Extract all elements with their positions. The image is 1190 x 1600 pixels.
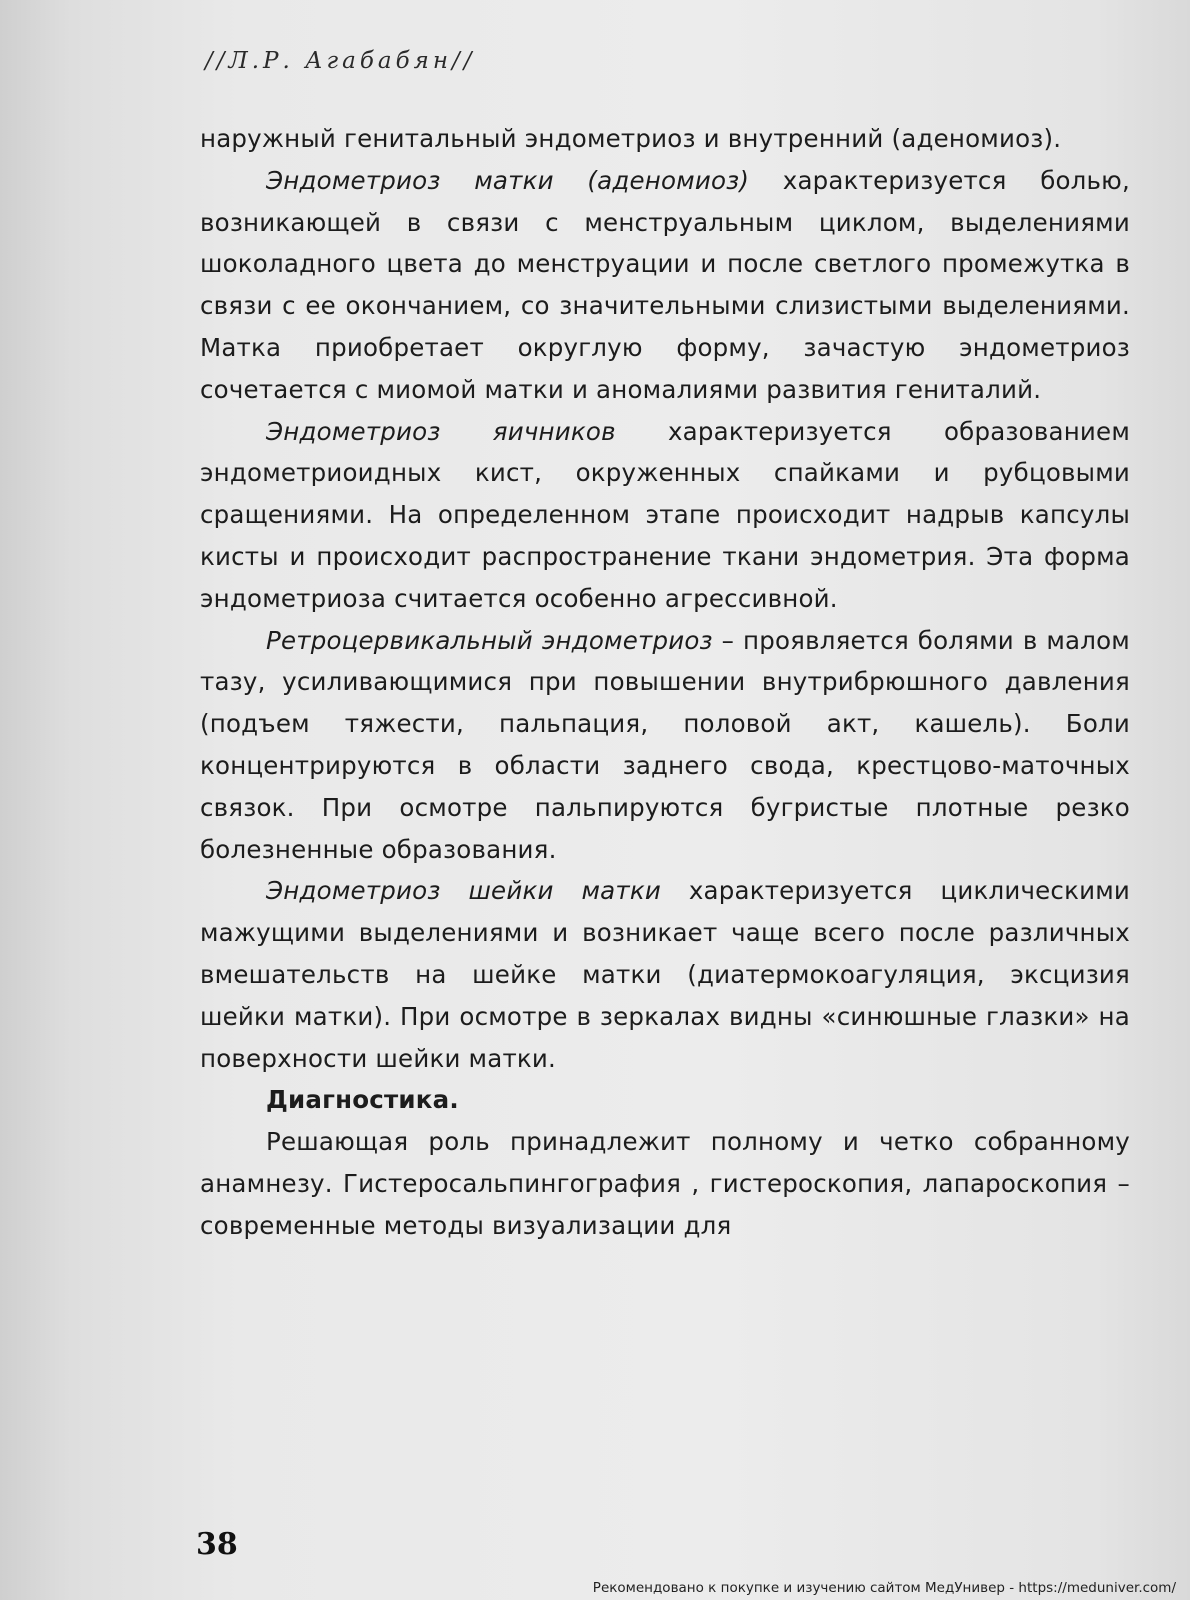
term-ovarian: Эндометриоз яичников: [266, 416, 616, 446]
text-cervical: характеризуется циклическими мажущими выделениями и возникает чаще всего после различных вмешательств на шейке матки (диатермокоагуляция, эксцизия шейки матки). При осмотре в зеркалах видны «синюшные глазки» на поверхности шейки матки.: [200, 876, 1130, 1073]
paragraph-diagnostics: Решающая роль принадлежит полному и четко собранному анамнезу. Гистеросальпингография , гистероскопия, лапароскопия – современные методы визуализации для: [200, 1127, 1130, 1240]
term-adenomyosis: Эндометриоз матки (аденомиоз): [266, 165, 750, 195]
term-retrocervical: Ретроцервикальный эндометриоз: [266, 625, 713, 655]
text-ovarian: характеризуется образованием эндометриоидных кист, окруженных спайками и рубцовыми сращениями. На определенном этапе происходит надрыв капсулы кисты и происходит распространение ткани эндометрия. Эта форма эндометриоза считается особенно агрессивной.: [200, 416, 1130, 613]
running-header: //Л.Р. Агабабян//: [205, 48, 476, 74]
page-number: 38: [196, 1527, 238, 1562]
body-text: [200, 118, 1130, 1247]
text-adenomyosis: характеризуется болью, возникающей в связи с менструальным циклом, выделениями шоколадного цвета до менструации и после светлого промежутка в связи с ее окончанием, со значительными слизистыми выделениями. Матка приобретает округлую форму, зачастую эндометриоз сочетается с миомой матки и аномалиями развития гениталий.: [200, 165, 1130, 404]
text-retrocervical: – проявляется болями в малом тазу, усиливающимися при повышении внутрибрюшного давления (подъем тяжести, пальпация, половой акт, кашель). Боли концентрируются в области заднего свода, крестцово-маточных связок. При осмотре пальпируются бугристые плотные резко болезненные образования.: [200, 625, 1130, 864]
paragraph-continuation: наружный генитальный эндометриоз и внутренний (аденомиоз).: [200, 124, 1062, 153]
section-heading: Диагностика.: [266, 1085, 459, 1115]
paragraph-cervical: [200, 870, 1130, 1079]
paragraph-ovarian: [200, 411, 1130, 620]
footer-note: Рекомендовано к покупке и изучению сайтом МедУнивер - https://meduniver.com/: [592, 1580, 1176, 1596]
term-cervical: Эндометриоз шейки матки: [266, 876, 661, 906]
paragraph-adenomyosis: [200, 160, 1130, 411]
paragraph-retrocervical: [200, 620, 1130, 871]
